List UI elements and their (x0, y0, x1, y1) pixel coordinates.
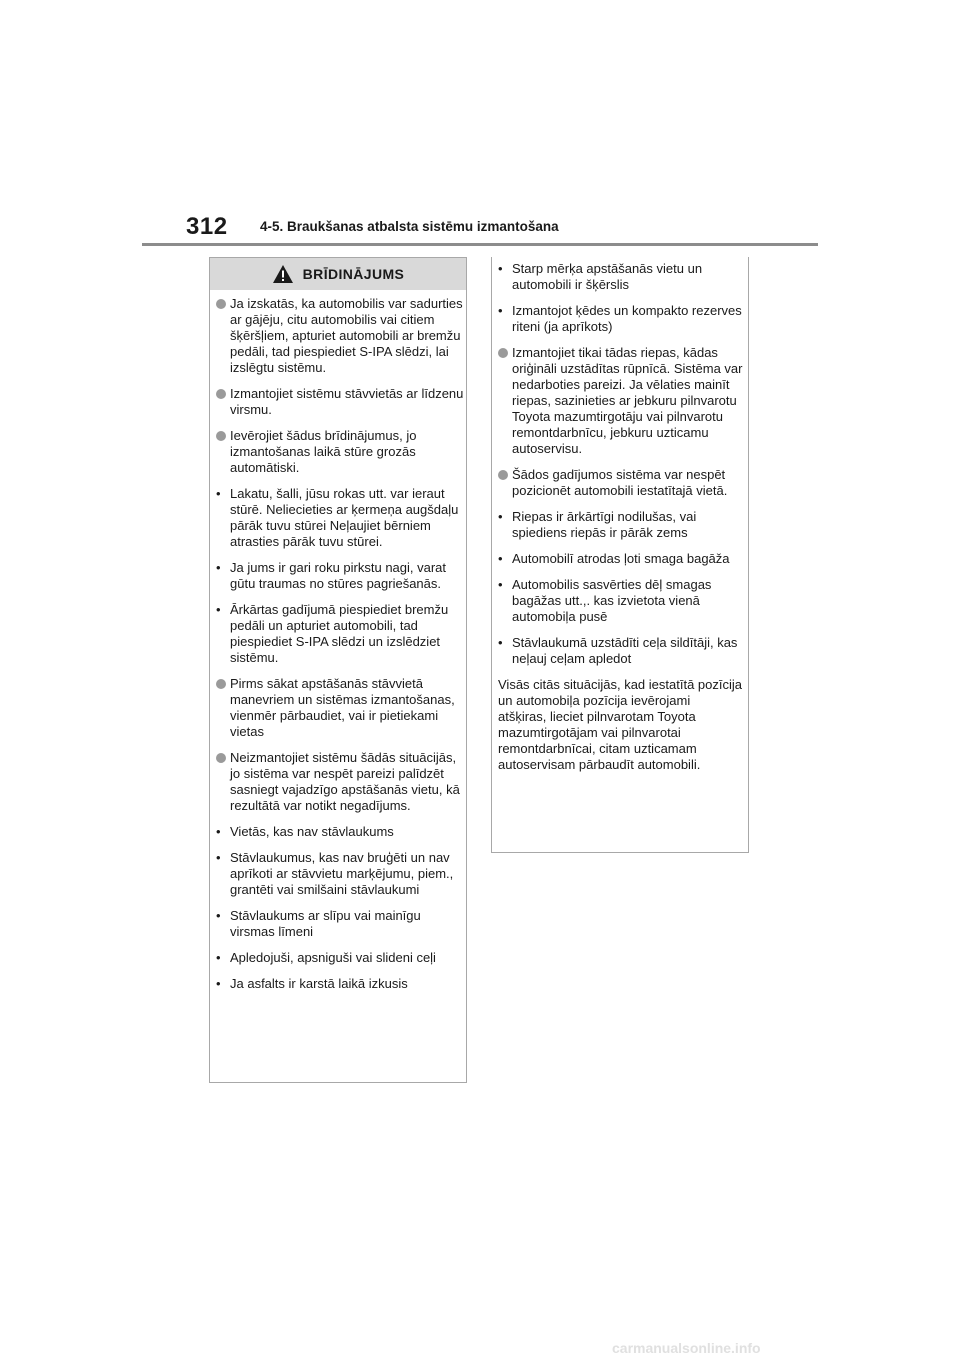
item-text: Ārkārtas gadījumā piespiediet bremžu pedāli un apturiet automobili, tad piespiediet S-IPA slēdzi un izslēdziet sistēmu. (230, 602, 449, 665)
warning-sub-item (498, 303, 748, 335)
warning-sub-item (216, 824, 466, 840)
item-text: Apledojuši, apsniguši vai slideni ceļi (230, 950, 436, 965)
warning-sub-item (216, 976, 466, 992)
page-number: 312 (186, 213, 228, 240)
warning-sub-item (216, 560, 466, 592)
section-title: 4-5. Braukšanas atbalsta sistēmu izmantošana (260, 219, 559, 234)
header-rule (142, 243, 818, 246)
bullet-mark: • (216, 560, 221, 575)
item-text: Izmantojiet tikai tādas riepas, kādas oriģināli uzstādītas rūpnīcā. Sistēma var nedarboties pareizi. Ja vēlaties mainīt riepas, sazinieties ar jebkuru pilnvarotu Toyota mazumtirgotāju vai pilnvarotu remontdarbnīcu, jebkuru uzticamu autoservisu. (512, 345, 743, 456)
bullet-dot-icon (216, 431, 226, 441)
warning-box-right (491, 257, 749, 853)
warning-dot-item (216, 428, 466, 476)
bullet-mark: • (498, 509, 503, 524)
warning-sub-item (216, 602, 466, 666)
bullet-mark: • (498, 303, 503, 318)
warning-box-left (209, 257, 467, 1083)
item-text: Šādos gadījumos sistēma var nespēt pozicionēt automobili iestatītajā vietā. (512, 467, 728, 498)
item-text: Ievērojiet šādus brīdinājumus, jo izmantošanas laikā stūre grozās automātiski. (230, 428, 417, 475)
item-text: Riepas ir ārkārtīgi nodilušas, vai spiediens riepās ir pārāk zems (512, 509, 697, 540)
bullet-mark: • (498, 635, 503, 650)
item-text: Visās citās situācijās, kad iestatītā pozīcija un automobiļa pozīcija ievērojami atšķiras, lieciet pilnvarotam Toyota mazumtirgotājam vai pilnvarotai remontdarbnīcai, citam uzticamam autoservisam pārbaudīt automobili. (498, 677, 742, 772)
bullet-mark: • (216, 908, 221, 923)
bullet-dot-icon (216, 389, 226, 399)
warning-sub-item (498, 261, 748, 293)
warning-title: BRĪDINĀJUMS (302, 266, 405, 282)
bullet-mark: • (216, 602, 221, 617)
bullet-mark: • (216, 850, 221, 865)
item-text: Vietās, kas nav stāvlaukums (230, 824, 394, 839)
bullet-mark: • (216, 824, 221, 839)
warning-sub-item (216, 486, 466, 550)
warning-dot-item (216, 296, 466, 376)
warning-paragraph (498, 677, 748, 773)
bullet-mark: • (216, 976, 221, 991)
bullet-dot-icon (216, 679, 226, 689)
bullet-mark: • (498, 577, 503, 592)
item-text: Automobilī atrodas ļoti smaga bagāža (512, 551, 730, 566)
warning-triangle-icon (272, 264, 294, 284)
item-text: Starp mērķa apstāšanās vietu un automobili ir šķērslis (512, 261, 703, 292)
warning-dot-item (216, 386, 466, 418)
item-text: Izmantojiet sistēmu stāvvietās ar līdzenu virsmu. (230, 386, 464, 417)
warning-sub-item (216, 908, 466, 940)
item-text: Lakatu, šalli, jūsu rokas utt. var ieraut stūrē. Neliecieties ar ķermeņa augšdaļu pārāk tuvu stūrei Neļaujiet bērniem atrasties pārāk tuvu stūrei. (230, 486, 459, 549)
bullet-mark: • (498, 261, 503, 276)
item-text: Ja izskatās, ka automobilis var sadurties ar gājēju, citu automobilis vai citiem šķēršļiem, apturiet automobili ar bremžu pedāli, tad piespiediet S-IPA slēdzi, lai izslēgtu sistēmu. (230, 296, 463, 375)
warning-sub-item (216, 950, 466, 966)
warning-list-right (492, 257, 748, 773)
warning-list-left (210, 290, 466, 992)
bullet-mark: • (216, 950, 221, 965)
bullet-dot-icon (216, 299, 226, 309)
item-text: Izmantojot ķēdes un kompakto rezerves riteni (ja aprīkots) (512, 303, 742, 334)
warning-sub-item (498, 577, 748, 625)
item-text: Stāvlaukums ar slīpu vai mainīgu virsmas līmeni (230, 908, 421, 939)
warning-sub-item (498, 509, 748, 541)
item-text: Stāvlaukumus, kas nav bruģēti un nav aprīkoti ar stāvvietu marķējumu, piem., grantēti vai smilšaini stāvlaukumi (230, 850, 454, 897)
warning-dot-item (216, 750, 466, 814)
item-text: Neizmantojiet sistēmu šādās situācijās, jo sistēma var nespēt pareizi palīdzēt sasniegt vajadzīgo apstāšanās vietu, kā rezultātā var notikt negadījums. (230, 750, 460, 813)
warning-sub-item (498, 551, 748, 567)
item-text: Ja asfalts ir karstā laikā izkusis (230, 976, 408, 991)
warning-sub-item (216, 850, 466, 898)
item-text: Pirms sākat apstāšanās stāvvietā manevriem un sistēmas izmantošanas, vienmēr pārbaudiet, vai ir pietiekami vietas (230, 676, 455, 739)
warning-dot-item (498, 345, 748, 457)
item-text: Ja jums ir gari roku pirkstu nagi, varat gūtu traumas no stūres pagriešanās. (230, 560, 447, 591)
item-text: Automobilis sasvērties dēļ smagas bagāžas utt.,. kas izvietota vienā automobiļa pusē (512, 577, 712, 624)
warning-sub-item (498, 635, 748, 667)
watermark: carmanualsonline.info (612, 1340, 761, 1356)
warning-dot-item (498, 467, 748, 499)
warning-dot-item (216, 676, 466, 740)
bullet-mark: • (498, 551, 503, 566)
bullet-dot-icon (498, 348, 508, 358)
item-text: Stāvlaukumā uzstādīti ceļa sildītāji, kas neļauj ceļam apledot (512, 635, 738, 666)
bullet-mark: • (216, 486, 221, 501)
bullet-dot-icon (216, 753, 226, 763)
warning-header (210, 258, 466, 290)
bullet-dot-icon (498, 470, 508, 480)
